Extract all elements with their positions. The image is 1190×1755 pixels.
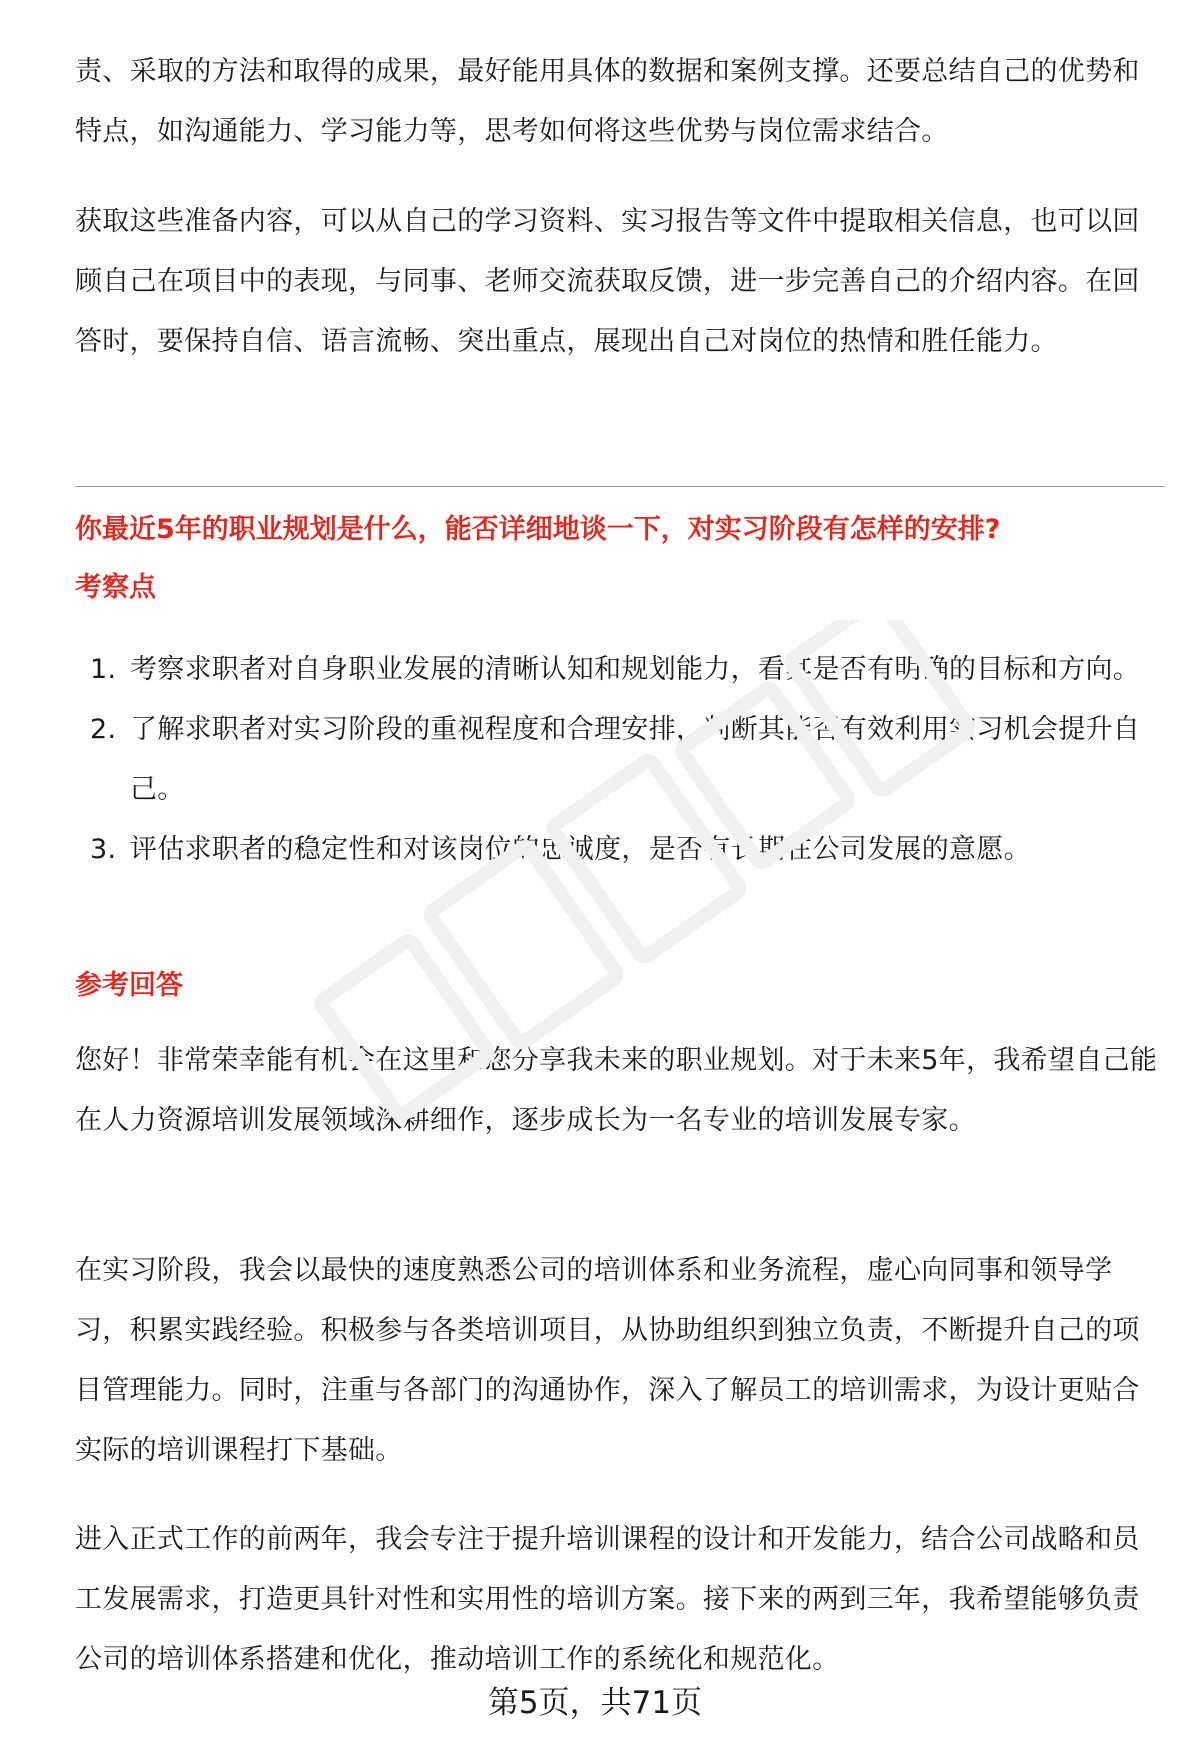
list-item xyxy=(75,640,1165,700)
list-item-text: 评估求职者的稳定性和对该岗位的忠诚度，是否有长期在公司发展的意愿。 xyxy=(130,834,1031,865)
answer-paragraph-1: 您好！非常荣幸能有机会在这里和您分享我未来的职业规划。对于未来5年，我希望自己能在人力资源培训发展领域深耕细作，逐步成长为一名专业的培训发展专家。 xyxy=(75,1045,1158,1136)
answer-paragraph-2: 在实习阶段，我会以最快的速度熟悉公司的培训体系和业务流程，虚心向同事和领导学习，积累实践经验。积极参与各类培训项目，从协助组织到独立负责，不断提升自己的项目管理能力。同时，注重与各部门的沟通协作，深入了解员工的培训需求，为设计更贴合实际的培训课程打下基础。 xyxy=(75,1255,1140,1466)
list-item-text: 考察求职者对自身职业发展的清晰认知和规划能力，看其是否有明确的目标和方向。 xyxy=(130,654,1141,685)
list-item-number: 1. xyxy=(90,654,117,685)
list-item xyxy=(75,820,1165,880)
list-item-text: 了解求职者对实习阶段的重视程度和合理安排，判断其能否有效利用实习机会提升自己。 xyxy=(130,714,1141,805)
intro-paragraph-2: 获取这些准备内容，可以从自己的学习资料、实习报告等文件中提取相关信息，也可以回顾自己在项目中的表现，与同事、老师交流获取反馈，进一步完善自己的介绍内容。在回答时，要保持自信、语言流畅、突出重点，展现出自己对岗位的热情和胜任能力。 xyxy=(75,206,1140,357)
focus-heading: 考察点 xyxy=(75,572,156,603)
focus-list xyxy=(75,640,1165,880)
section-divider xyxy=(75,486,1165,487)
list-item xyxy=(75,700,1165,820)
question-title: 你最近5年的职业规划是什么，能否详细地谈一下，对实习阶段有怎样的安排? xyxy=(75,514,1001,545)
intro-paragraph-1: 责、采取的方法和取得的成果，最好能用具体的数据和案例支撑。还要总结自己的优势和特点，如沟通能力、学习能力等，思考如何将这些优势与岗位需求结合。 xyxy=(75,56,1140,147)
answer-paragraph-3: 进入正式工作的前两年，我会专注于提升培训课程的设计和开发能力，结合公司战略和员工发展需求，打造更具针对性和实用性的培训方案。接下来的两到三年，我希望能够负责公司的培训体系搭建和优化，推动培训工作的系统化和规范化。 xyxy=(75,1524,1140,1675)
list-item-number: 2. xyxy=(90,714,117,745)
answer-heading: 参考回答 xyxy=(75,970,183,1001)
page-number-footer: 第5页，共71页 xyxy=(487,1685,703,1721)
list-item-number: 3. xyxy=(90,834,117,865)
